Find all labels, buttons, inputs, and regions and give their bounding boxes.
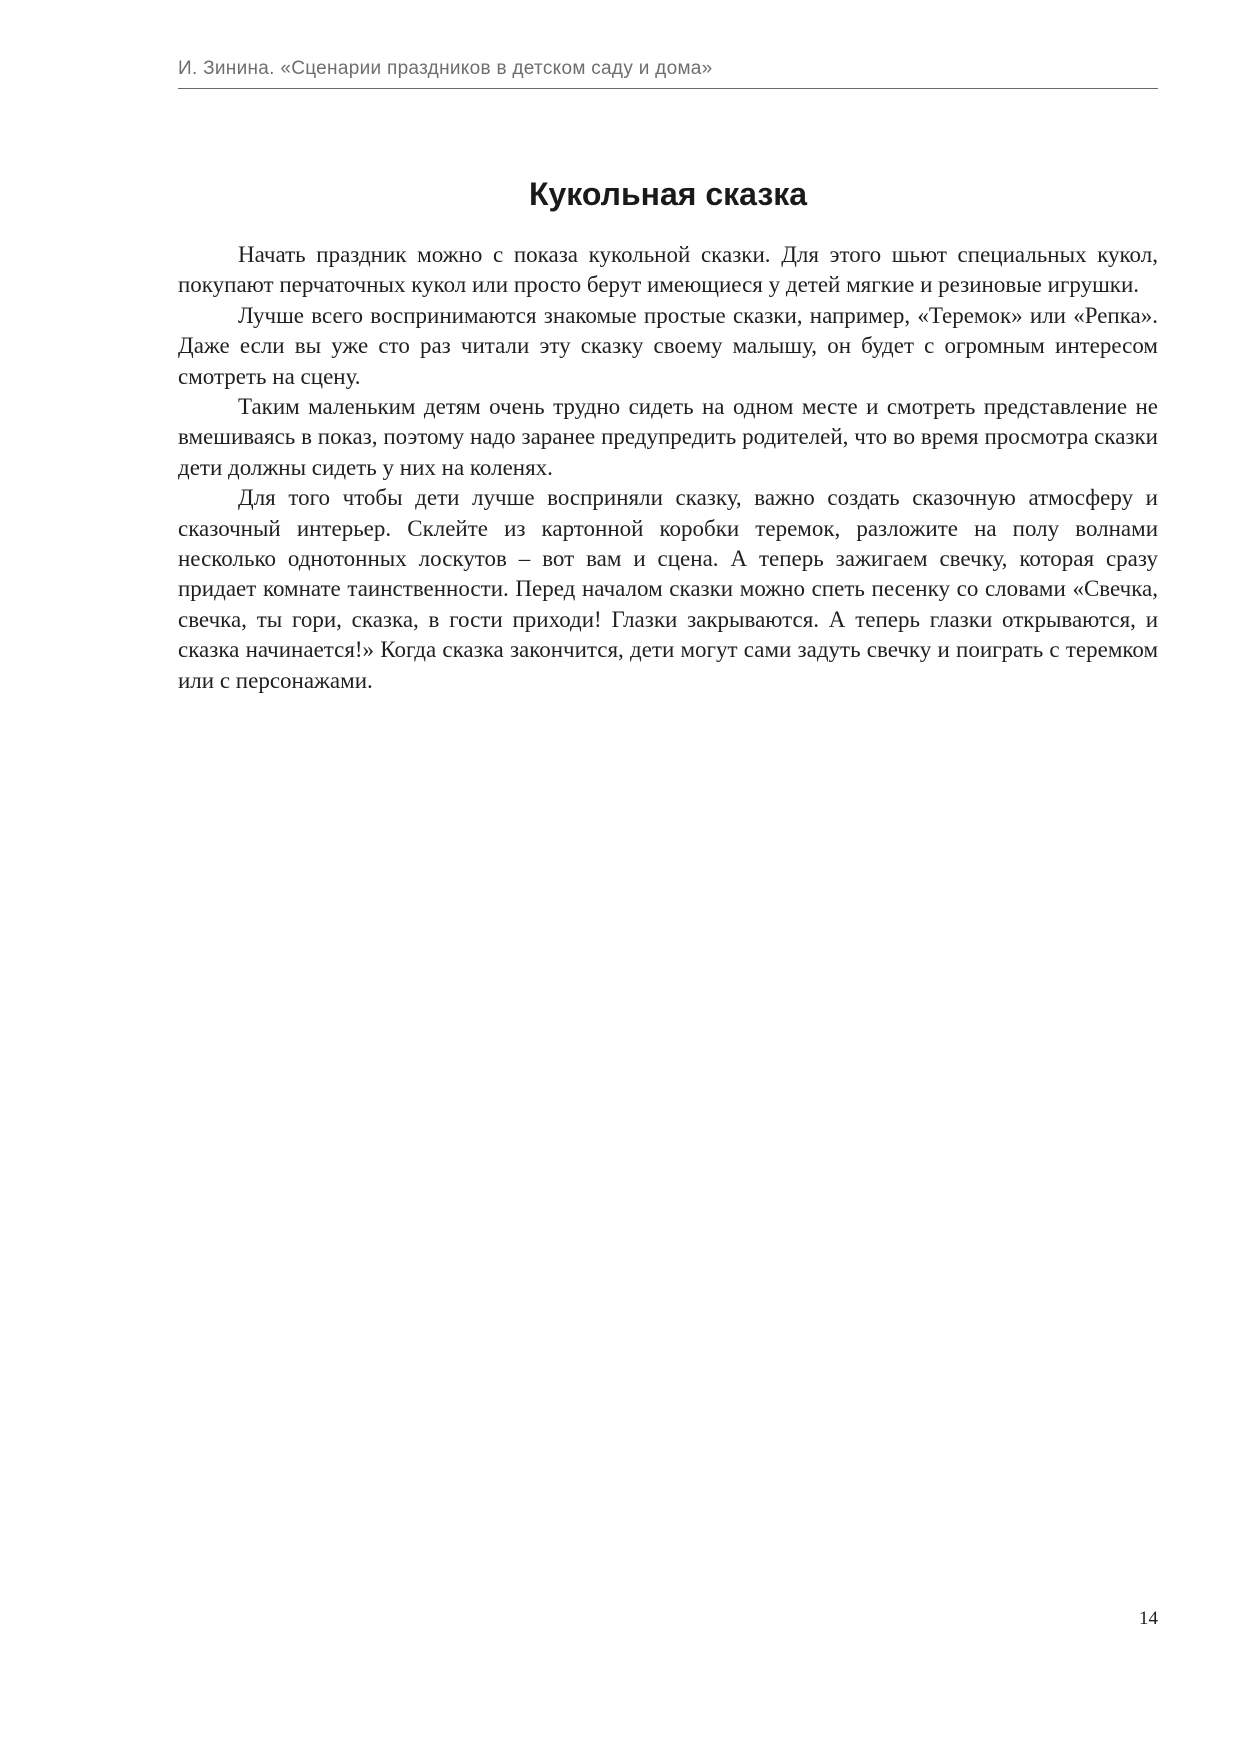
paragraph: Таким маленьким детям очень трудно сидеть на одном месте и смотреть представление не вмешиваясь в показ, поэтому надо заранее предупредить родителей, что во время просмотра сказки дети должны сидеть у них на коленях. bbox=[178, 394, 1158, 480]
article-title: Кукольная сказка bbox=[528, 176, 808, 212]
page-number: 14 bbox=[1139, 1608, 1158, 1629]
header-divider bbox=[178, 88, 1158, 89]
article-body bbox=[178, 240, 1158, 696]
paragraph: Лучше всего воспринимаются знакомые простые сказки, например, «Теремок» или «Репка». Даже если вы уже сто раз читали эту сказку своему малышу, он будет с огромным интересом смотреть на сцену. bbox=[178, 302, 1158, 389]
running-header: И. Зинина. «Сценарии праздников в детском саду и дома» bbox=[178, 58, 713, 79]
paragraph: Начать праздник можно с показа кукольной сказки. Для этого шьют специальных кукол, покупают перчаточных кукол или просто берут имеющиеся у детей мягкие и резиновые игрушки. bbox=[178, 242, 1158, 298]
paragraph: Для того чтобы дети лучше восприняли сказку, важно создать сказочную атмосферу и сказочный интерьер. Склейте из картонной коробки теремок, разложите на полу волнами несколько однотонных лоскутов – вот вам и сцена. А теперь зажигаем свечку, которая сразу придает комнате таинственности. Перед началом сказки можно спеть песенку со словами «Свечка, свечка, ты гори, сказка, в гости приходи! Глазки закрываются. А теперь глазки открываются, и сказка начинается!» Когда сказка закончится, дети могут сами задуть свечку и поиграть с теремком или с персонажами. bbox=[178, 485, 1158, 693]
